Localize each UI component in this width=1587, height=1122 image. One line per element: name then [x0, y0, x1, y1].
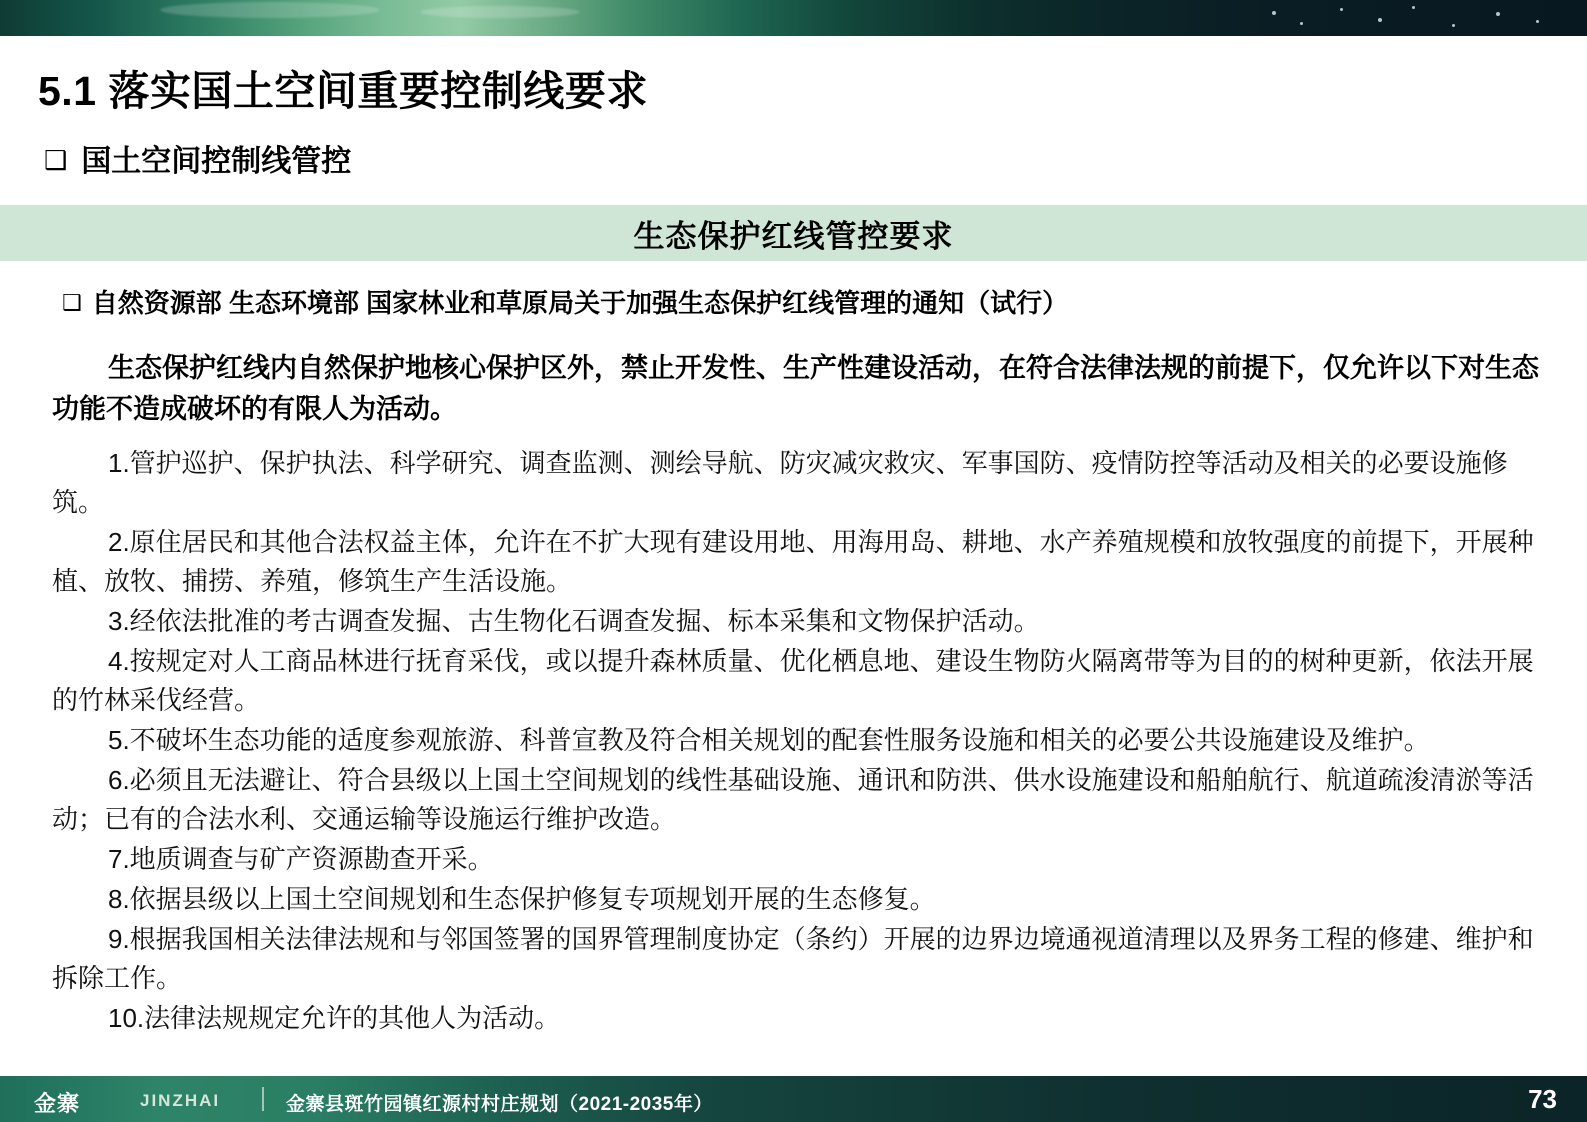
- list-item: 9.根据我国相关法律法规和与邻国签署的国界管理制度协定（条约）开展的边界边境通视道清理以及界务工程的修建、维护和拆除工作。: [52, 924, 1534, 993]
- bullet-square-icon-2: ❑: [62, 290, 82, 315]
- footer-bar: [0, 1076, 1587, 1122]
- list-item: 4.按规定对人工商品林进行抚育采伐，或以提升森林质量、优化栖息地、建设生物防火隔离带等为目的的树种更新，依法开展的竹林采伐经营。: [52, 646, 1534, 715]
- list-item: 10.法律法规规定允许的其他人为活动。: [108, 1003, 561, 1033]
- footer-logo-cn: 金寨: [34, 1091, 81, 1116]
- footer-title: 金寨县斑竹园镇红源村村庄规划（2021-2035年）: [286, 1094, 713, 1115]
- decorative-top-band: [0, 0, 1587, 36]
- page-number: 73: [1528, 1084, 1557, 1114]
- list-item: 5.不破坏生态功能的适度参观旅游、科普宣教及符合相关规划的配套性服务设施和相关的必要公共设施建设及维护。: [108, 725, 1430, 755]
- banner-title: 生态保护红线管控要求: [633, 218, 954, 254]
- bullet-square-icon: ❑: [44, 145, 68, 175]
- notice-heading: [62, 283, 1068, 320]
- notice-heading-label: 自然资源部 生态环境部 国家林业和草原局关于加强生态保护红线管理的通知（试行）: [91, 288, 1069, 318]
- subsection-heading-label: 国土空间控制线管控: [81, 145, 352, 178]
- footer-divider: [262, 1087, 264, 1111]
- lead-paragraph: 生态保护红线内自然保护地核心保护区外，禁止开发性、生产性建设活动，在符合法律法规的前提下，仅允许以下对生态功能不造成破坏的有限人为活动。: [52, 353, 1539, 424]
- list-item: 1.管护巡护、保护执法、科学研究、调查监测、测绘导航、防灾减灾救灾、军事国防、疫情防控等活动及相关的必要设施修筑。: [52, 448, 1508, 517]
- banner: [0, 205, 1587, 261]
- list-item: 8.依据县级以上国土空间规划和生态保护修复专项规划开展的生态修复。: [108, 884, 936, 914]
- list-item: 3.经依法批准的考古调查发掘、古生物化石调查发掘、标本采集和文物保护活动。: [108, 606, 1040, 636]
- subsection-heading: [44, 136, 351, 180]
- page-title: 5.1 落实国土空间重要控制线要求: [38, 68, 648, 114]
- footer-logo-en: JINZHAI: [140, 1091, 221, 1110]
- list-item: 6.必须且无法避让、符合县级以上国土空间规划的线性基础设施、通讯和防洪、供水设施建设和船舶航行、航道疏浚清淤等活动；已有的合法水利、交通运输等设施运行维护改造。: [52, 765, 1534, 834]
- numbered-items-list: [52, 444, 1557, 1039]
- list-item: 7.地质调查与矿产资源勘查开采。: [108, 844, 494, 874]
- list-item: 2.原住居民和其他合法权益主体，允许在不扩大现有建设用地、用海用岛、耕地、水产养殖规模和放牧强度的前提下，开展种植、放牧、捕捞、养殖，修筑生产生活设施。: [52, 527, 1534, 596]
